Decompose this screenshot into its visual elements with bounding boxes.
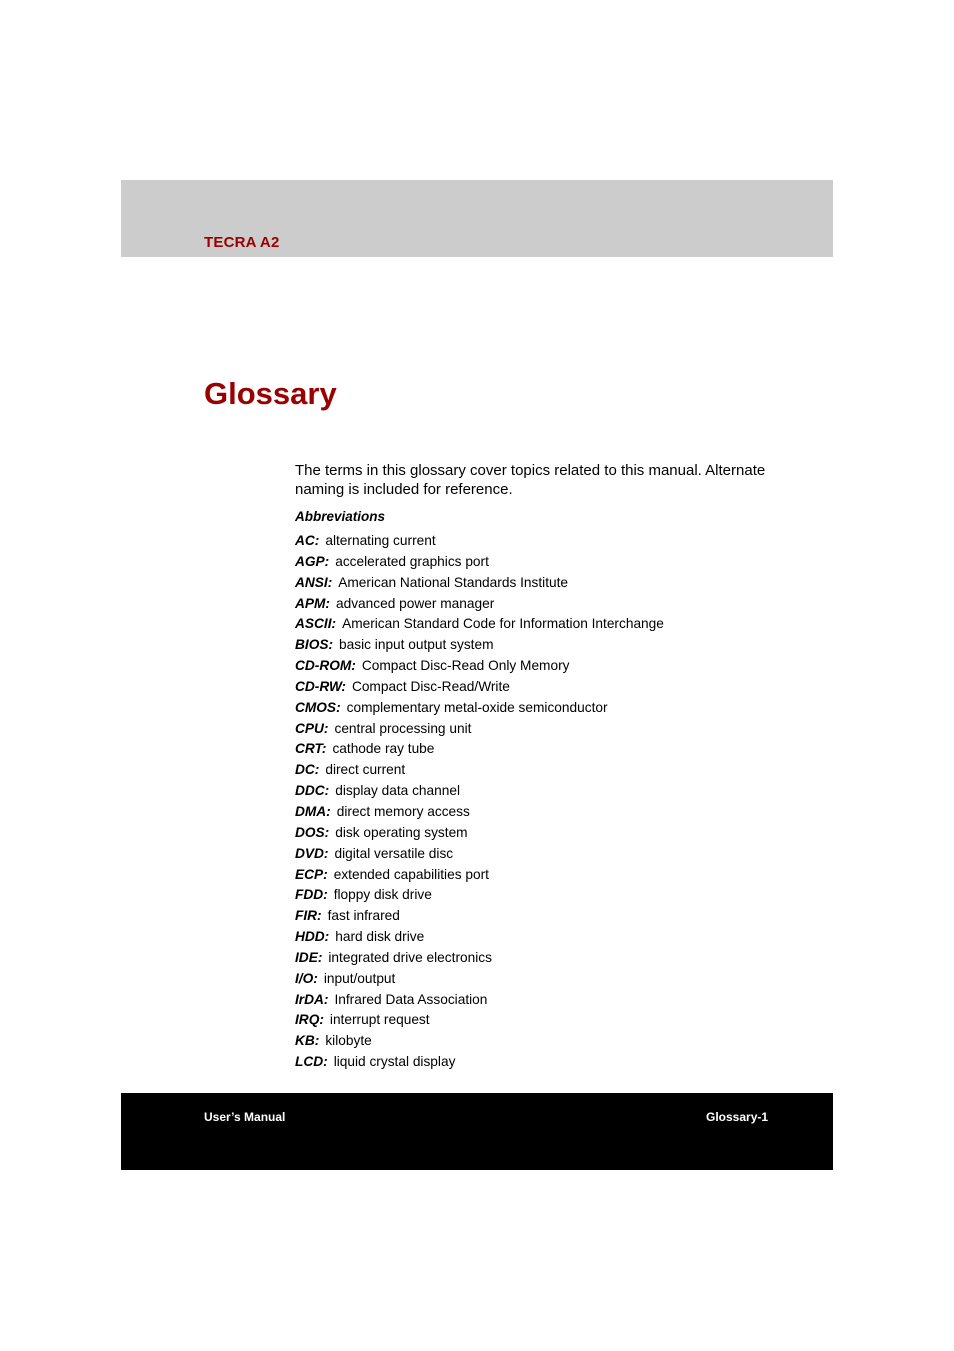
glossary-entry [295,719,664,740]
glossary-definition: floppy disk drive [333,887,432,903]
glossary-entry [295,635,664,656]
glossary-entry [295,823,664,844]
glossary-entry [295,948,664,969]
glossary-definition: American National Standards Institute [338,574,569,590]
glossary-term: AC: [295,533,320,548]
glossary-entry [295,1031,664,1052]
glossary-entry [295,781,664,802]
glossary-term: CD-RW: [295,678,346,694]
glossary-term: CD-ROM: [295,658,356,674]
glossary-term: IrDA: [295,991,329,1007]
glossary-definition: Infrared Data Association [334,991,488,1007]
footer-band [121,1093,833,1170]
glossary-term: BIOS: [295,637,334,653]
glossary-entry [295,698,664,719]
glossary-entry [295,1052,664,1073]
glossary-definition: integrated drive electronics [328,949,492,965]
glossary-definition: cathode ray tube [332,741,435,757]
glossary-term: ANSI: [295,574,333,590]
glossary-term: DOS: [295,824,330,840]
glossary-entry [295,614,664,635]
glossary-definition: hard disk drive [335,929,425,945]
glossary-term: APM: [295,595,330,611]
glossary-entry [295,677,664,698]
glossary-entry [295,885,664,906]
footer-page-number: Glossary-1 [706,1110,769,1124]
glossary-definition: fast infrared [327,908,400,924]
glossary-entry [295,594,664,615]
glossary-term: IDE: [295,949,323,965]
intro-paragraph: The terms in this glossary cover topics related to this manual. Alternate naming is included for reference. [295,462,766,498]
glossary-term: DVD: [295,845,329,861]
glossary-term: HDD: [295,929,330,945]
glossary-term: DDC: [295,783,330,799]
glossary-definition: alternating current [325,533,436,548]
glossary-entry [295,844,664,865]
glossary-definition: liquid crystal display [333,1054,456,1070]
glossary-definition: Compact Disc-Read/Write [351,678,510,694]
glossary-entry [295,656,664,677]
glossary-term: DC: [295,762,320,778]
glossary-term: ECP: [295,866,328,882]
glossary-definition: central processing unit [334,720,472,736]
section-heading: Abbreviations [295,509,386,524]
glossary-definition: kilobyte [325,1033,372,1049]
glossary-term: KB: [295,1033,320,1049]
glossary-term: FDD: [295,887,328,903]
glossary-definition: extended capabilities port [333,866,489,882]
glossary-entry [295,906,664,927]
glossary-entry [295,552,664,573]
footer-manual-label: User’s Manual [204,1110,286,1124]
glossary-entry [295,969,664,990]
glossary-term: CMOS: [295,699,341,715]
glossary-definition: direct memory access [336,803,470,819]
glossary-definition: American Standard Code for Information Interchange [342,616,664,632]
glossary-term: DMA: [295,803,331,819]
glossary-entry [295,739,664,760]
glossary-term: CRT: [295,741,327,757]
product-name: TECRA A2 [204,234,280,251]
glossary-definition: complementary metal-oxide semiconductor [346,699,608,715]
glossary-definition: input/output [323,970,396,986]
glossary-definition: accelerated graphics port [335,553,489,569]
glossary-definition: direct current [325,762,406,778]
glossary-term: CPU: [295,720,329,736]
glossary-entry [295,1010,664,1031]
glossary-definition: display data channel [335,783,461,799]
glossary-term: I/O: [295,970,318,986]
glossary-entry [295,760,664,781]
page-title: Glossary [204,376,337,411]
glossary-entry [295,573,664,594]
glossary-definition: interrupt request [329,1012,430,1028]
glossary-definition: digital versatile disc [334,845,454,861]
glossary-entry [295,865,664,886]
glossary-definition: basic input output system [339,637,494,653]
glossary-entry [295,802,664,823]
glossary-term: ASCII: [295,616,337,632]
glossary-entry [295,531,664,552]
glossary-definition: advanced power manager [335,595,495,611]
glossary-term: AGP: [295,553,330,569]
glossary-term: LCD: [295,1054,328,1070]
glossary-term: IRQ: [295,1012,324,1028]
glossary-term: FIR: [295,908,322,924]
glossary-entry [295,927,664,948]
abbreviation-list [295,531,664,1073]
glossary-entry [295,990,664,1011]
glossary-definition: disk operating system [335,824,468,840]
glossary-definition: Compact Disc-Read Only Memory [361,658,570,674]
